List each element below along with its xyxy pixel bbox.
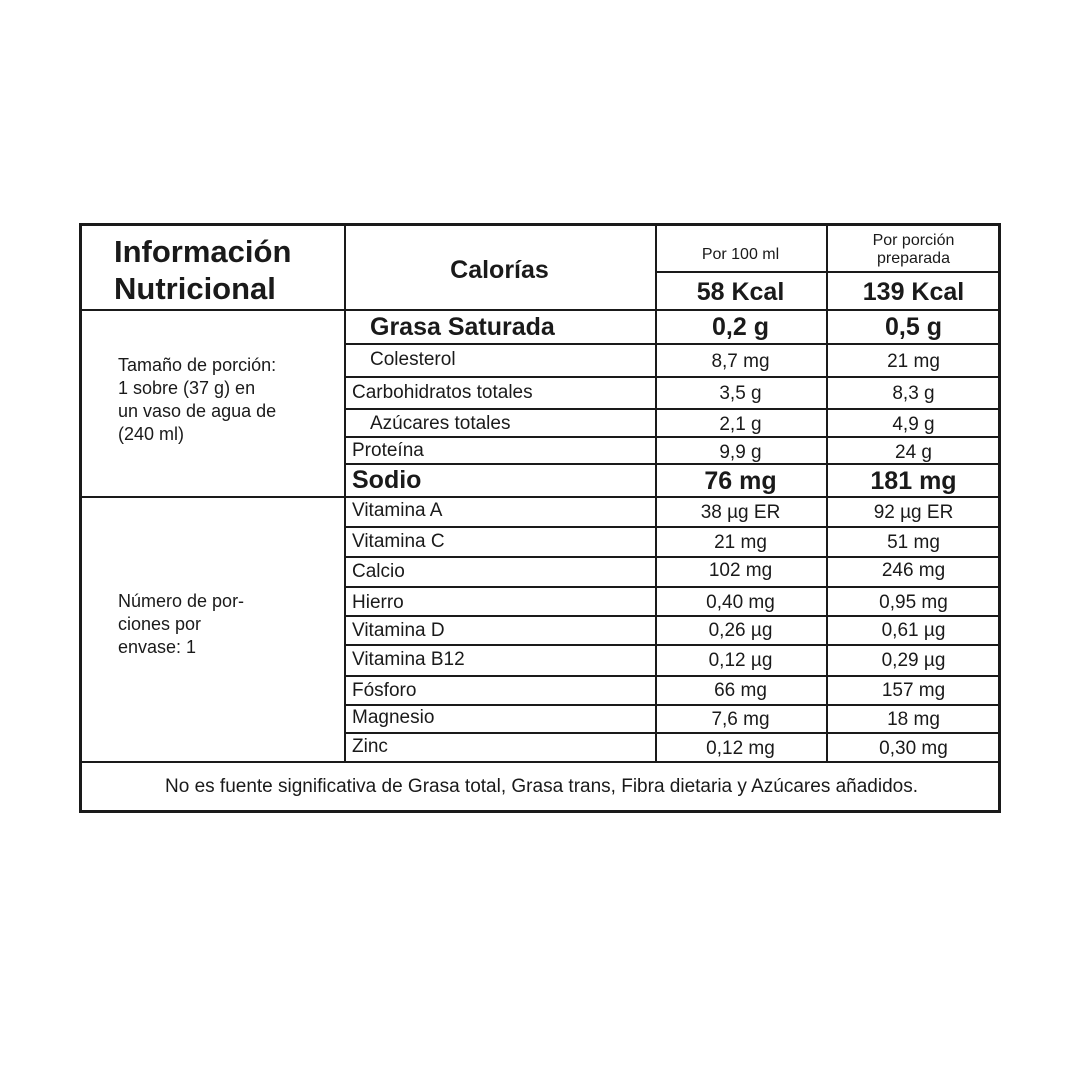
divider bbox=[344, 644, 1001, 646]
divider bbox=[82, 761, 1001, 763]
nutrient-per-serving: 246 mg bbox=[881, 560, 946, 581]
servings-line: ciones por bbox=[118, 614, 202, 634]
nutrient-per-serving: 24 g bbox=[895, 442, 932, 463]
nutrient-name: Sodio bbox=[352, 466, 422, 494]
nutrient-per-serving: 0,29 µg bbox=[881, 650, 946, 671]
serving-size bbox=[118, 354, 338, 446]
nutrient-per-100ml: 2,1 g bbox=[719, 414, 762, 435]
divider bbox=[655, 271, 1001, 273]
nutrient-per-100ml: 38 µg ER bbox=[700, 502, 781, 523]
nutrient-per-100ml: 76 mg bbox=[704, 467, 777, 495]
nutrient-name: Carbohidratos totales bbox=[352, 382, 533, 403]
table-title: Información bbox=[114, 234, 292, 269]
column-header-per-serving: Por porción bbox=[872, 232, 955, 249]
nutrient-name: Zinc bbox=[352, 736, 388, 757]
serving-size-line: un vaso de agua de bbox=[118, 401, 277, 421]
nutrient-per-100ml: 9,9 g bbox=[719, 442, 762, 463]
nutrient-per-100ml: 66 mg bbox=[714, 680, 767, 701]
nutrition-facts-table bbox=[79, 223, 1001, 813]
nutrient-name: Vitamina D bbox=[352, 620, 445, 641]
nutrient-per-100ml: 102 mg bbox=[708, 560, 773, 581]
nutrient-per-100ml: 0,12 µg bbox=[708, 650, 773, 671]
nutrient-name: Hierro bbox=[352, 592, 404, 613]
divider bbox=[344, 615, 1001, 617]
nutrient-per-serving: 21 mg bbox=[887, 351, 940, 372]
nutrient-per-serving: 0,30 mg bbox=[879, 738, 948, 759]
nutrient-name: Vitamina A bbox=[352, 500, 443, 521]
divider bbox=[344, 675, 1001, 677]
nutrient-name: Colesterol bbox=[370, 349, 456, 370]
nutrient-per-serving: 181 mg bbox=[870, 467, 957, 495]
nutrient-per-100ml: 0,26 µg bbox=[708, 620, 773, 641]
nutrient-per-serving: 8,3 g bbox=[892, 383, 935, 404]
divider bbox=[82, 309, 1001, 311]
column-header-per-100ml: Por 100 ml bbox=[701, 246, 780, 263]
divider bbox=[344, 732, 1001, 734]
divider bbox=[344, 376, 1001, 378]
nutrient-per-serving: 92 µg ER bbox=[873, 502, 954, 523]
nutrient-name: Azúcares totales bbox=[370, 413, 511, 434]
nutrient-per-serving: 0,95 mg bbox=[879, 592, 948, 613]
servings-line: Número de por- bbox=[118, 591, 245, 611]
divider bbox=[344, 556, 1001, 558]
divider bbox=[344, 226, 346, 761]
servings-line: envase: 1 bbox=[118, 637, 197, 657]
nutrient-name: Vitamina B12 bbox=[352, 649, 465, 670]
nutrient-per-100ml: 7,6 mg bbox=[711, 709, 770, 730]
divider bbox=[344, 526, 1001, 528]
nutrient-per-serving: 51 mg bbox=[887, 532, 940, 553]
nutrient-per-100ml: 3,5 g bbox=[719, 383, 762, 404]
nutrient-per-serving: 0,61 µg bbox=[881, 620, 946, 641]
divider bbox=[344, 586, 1001, 588]
servings-per-container bbox=[118, 590, 338, 659]
calories-per-serving: 139 Kcal bbox=[862, 278, 965, 306]
nutrient-per-serving: 4,9 g bbox=[892, 414, 935, 435]
calories-label: Calorías bbox=[450, 256, 549, 284]
nutrient-per-serving: 0,5 g bbox=[885, 313, 942, 341]
divider bbox=[344, 704, 1001, 706]
nutrient-name: Fósforo bbox=[352, 680, 417, 701]
calories-per-100ml: 58 Kcal bbox=[696, 278, 785, 306]
nutrient-per-100ml: 8,7 mg bbox=[711, 351, 770, 372]
nutrient-per-100ml: 0,12 mg bbox=[706, 738, 775, 759]
divider bbox=[344, 408, 1001, 410]
nutrient-name: Grasa Saturada bbox=[370, 313, 555, 341]
nutrient-per-100ml: 21 mg bbox=[714, 532, 767, 553]
divider bbox=[82, 496, 1001, 498]
column-header-per-serving: preparada bbox=[877, 250, 950, 267]
nutrient-per-100ml: 0,40 mg bbox=[706, 592, 775, 613]
nutrient-name: Vitamina C bbox=[352, 531, 445, 552]
divider bbox=[344, 436, 1001, 438]
nutrient-name: Proteína bbox=[352, 440, 424, 461]
nutrient-per-serving: 157 mg bbox=[881, 680, 946, 701]
nutrient-name: Calcio bbox=[352, 561, 405, 582]
serving-size-line: Tamaño de porción: bbox=[118, 355, 277, 375]
serving-size-line: (240 ml) bbox=[118, 424, 185, 444]
nutrient-name: Magnesio bbox=[352, 707, 435, 728]
divider bbox=[344, 343, 1001, 345]
serving-size-line: 1 sobre (37 g) en bbox=[118, 378, 256, 398]
footer-note: No es fuente significativa de Grasa total, Grasa trans, Fibra dietaria y Azúcares añadidos. bbox=[165, 776, 918, 797]
table-title: Nutricional bbox=[114, 271, 276, 306]
nutrient-per-100ml: 0,2 g bbox=[712, 313, 769, 341]
nutrient-per-serving: 18 mg bbox=[887, 709, 940, 730]
divider bbox=[344, 463, 1001, 465]
